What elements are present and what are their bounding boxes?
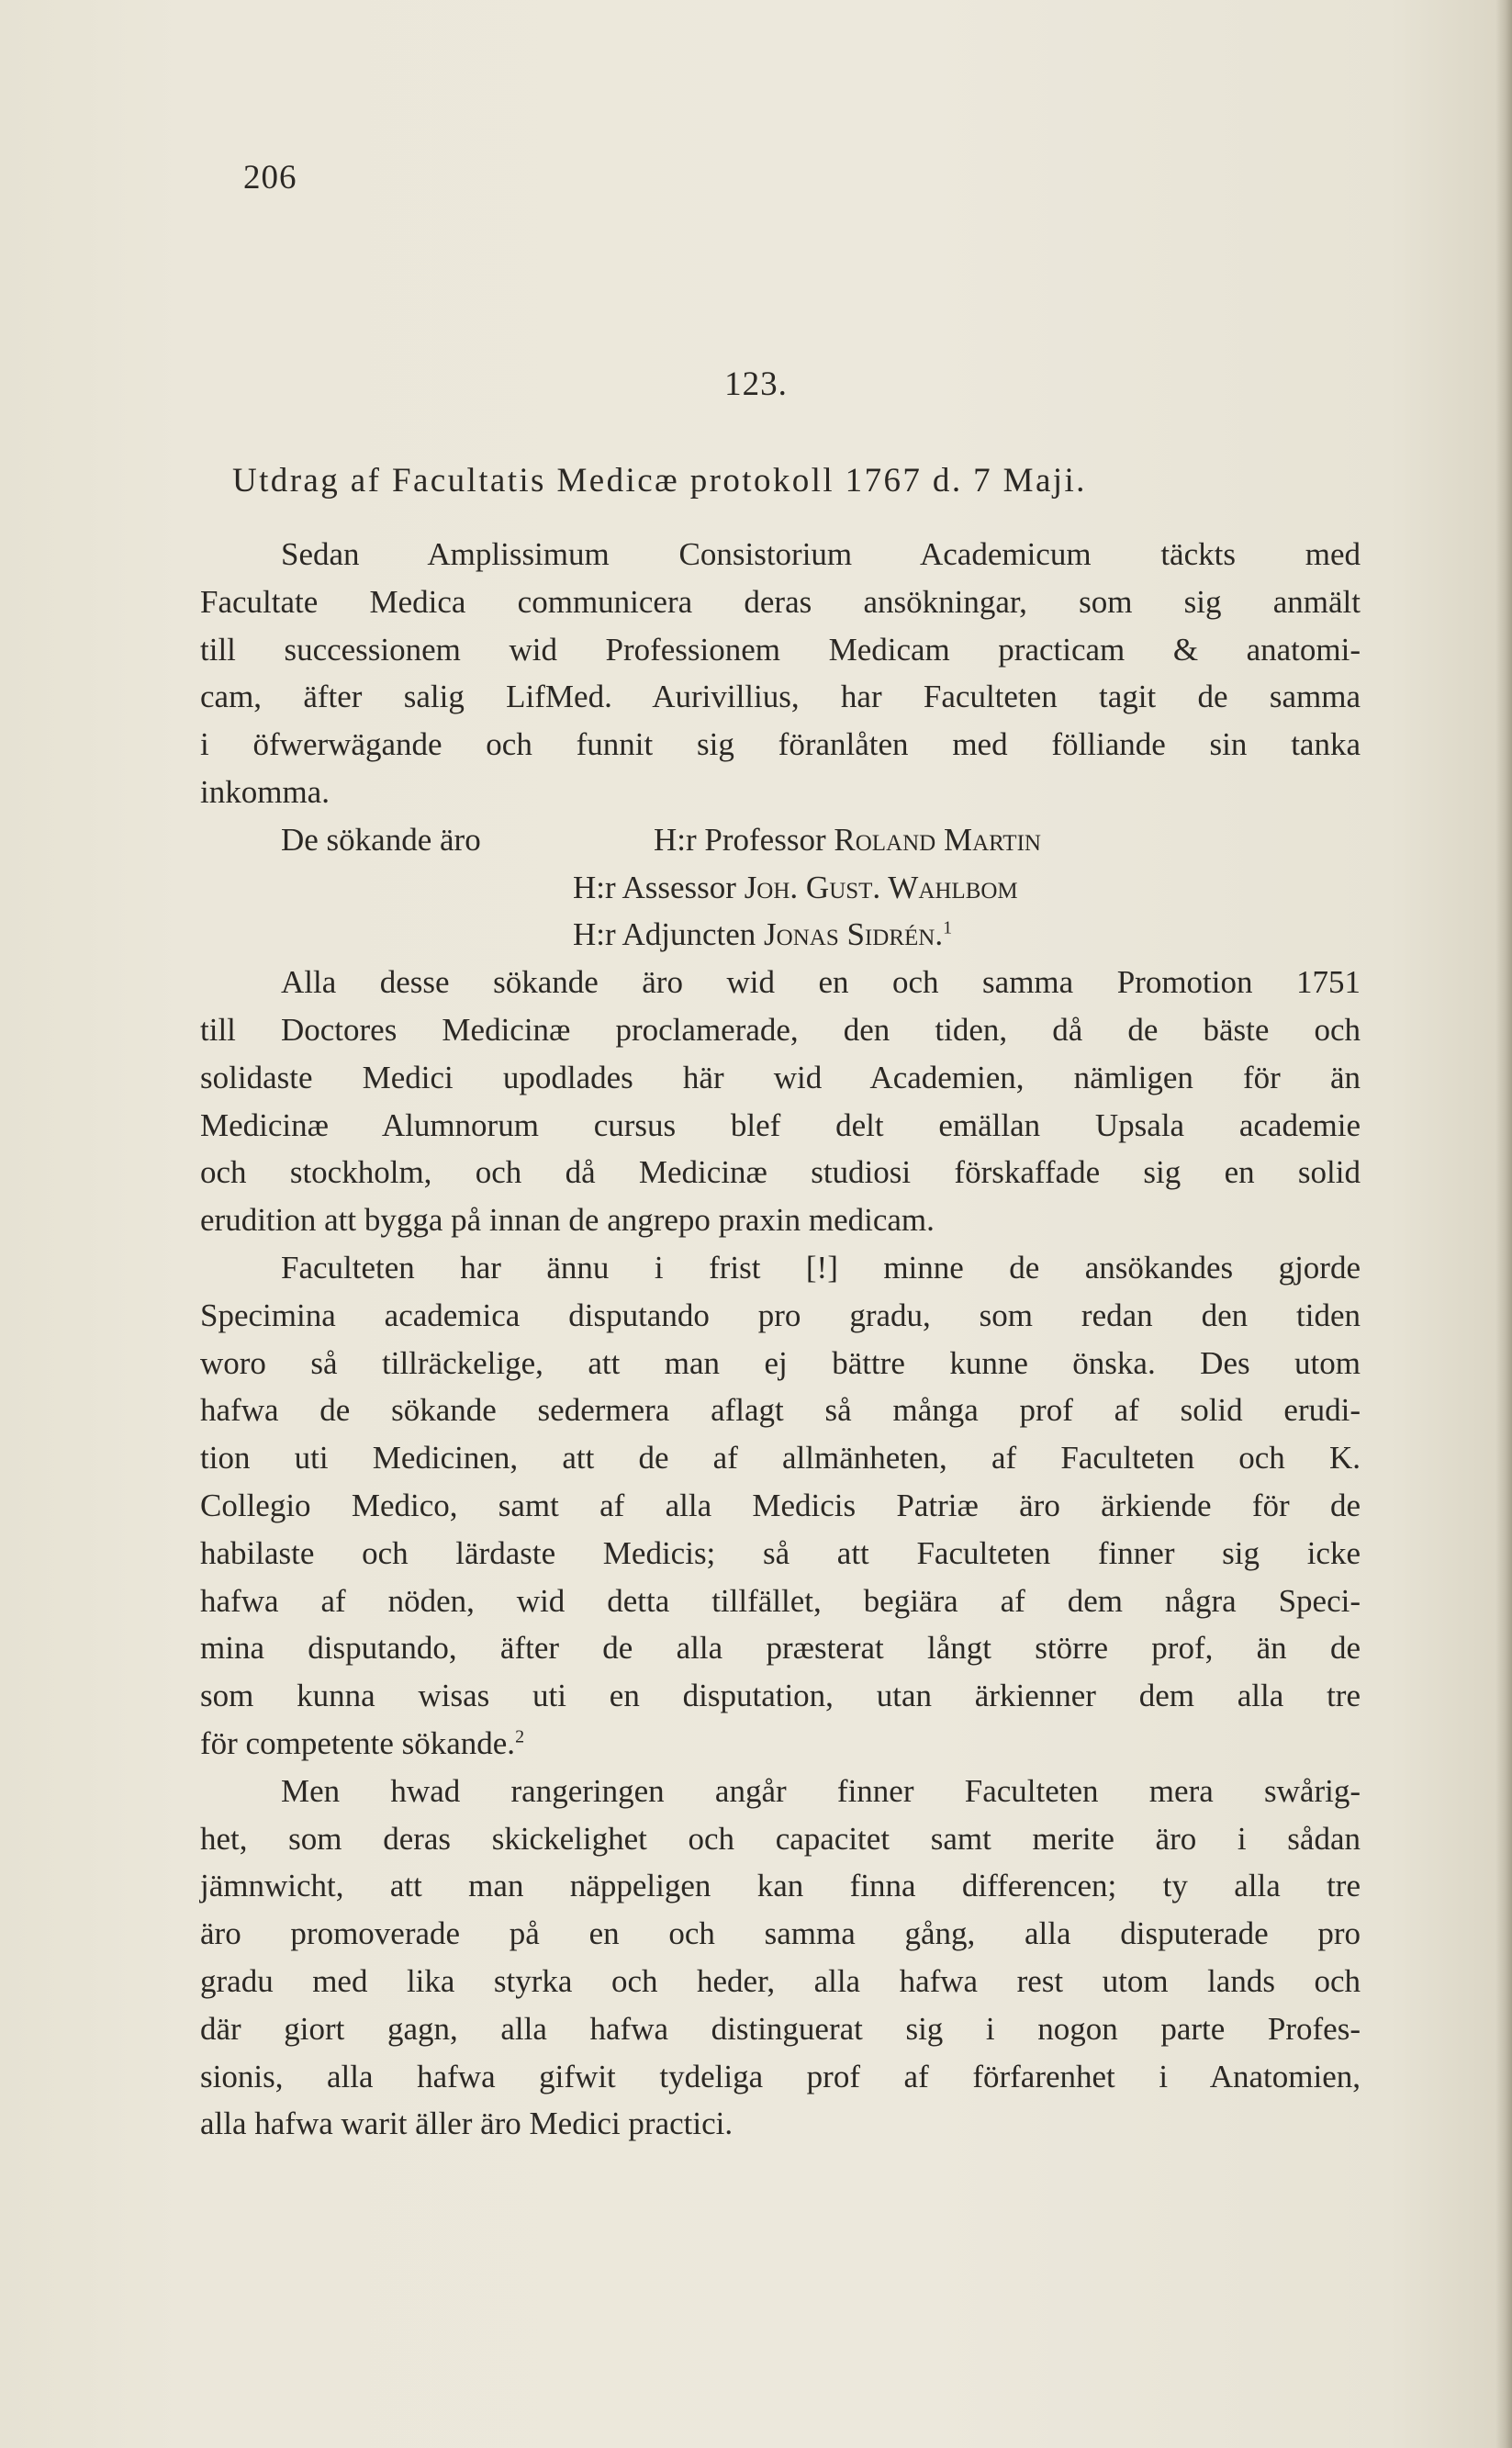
footnote-marker: 2 <box>515 1726 525 1747</box>
applicant-name: Jonas Sidrén. <box>764 916 944 953</box>
text-line: hafwa de sökande sedermera aflagt så många prof af solid erudi- <box>200 1392 1361 1429</box>
applicant-prefix: H:r Professor <box>654 821 826 858</box>
text-line: i öfwerwägande och funnit sig föranlåten med fölliande sin tanka <box>200 726 1361 763</box>
text-line: habilaste och lärdaste Medicis; så att Faculteten finner sig icke <box>200 1534 1361 1571</box>
text-line: Medicinæ Alumnorum cursus blef delt emällan Upsala academie <box>200 1106 1361 1143</box>
text-line: Specimina academica disputando pro gradu, som redan den tiden <box>200 1297 1361 1333</box>
text-line: het, som deras skickelighet och capacitet samt merite äro i sådan <box>200 1820 1361 1857</box>
text-line: Sedan Amplissimum Consistorium Academicum täckts med <box>281 536 1361 572</box>
text-line-content: för competente sökande. <box>200 1724 516 1761</box>
text-line: jämnwicht, att man näppeligen kan finna differencen; ty alla tre <box>200 1868 1361 1904</box>
text-line: till Doctores Medicinæ proclamerade, den tiden, då de bäste och <box>200 1011 1361 1048</box>
page-number: 206 <box>243 159 297 197</box>
text-line <box>200 1720 1361 1768</box>
text-line: mina disputando, äfter de alla præsterat långt större prof, än de <box>200 1630 1361 1667</box>
text-line: äro promoverade på en och samma gång, alla disputerade pro <box>200 1915 1361 1952</box>
applicant-name: Joh. Gust. Wahlbom <box>744 869 1018 905</box>
body-text <box>200 531 1361 2148</box>
text-line: Collegio Medico, samt af alla Medicis Patriæ äro ärkiende för de <box>200 1487 1361 1523</box>
text-line: som kunna wisas uti en disputation, utan ärkienner dem alla tre <box>200 1678 1361 1714</box>
text-line: Facultate Medica communicera deras ansökningar, som sig anmält <box>200 583 1361 620</box>
document-heading: Utdrag af Facultatis Medicæ protokoll 1767 d. 7 Maji. <box>232 462 1087 500</box>
applicant-name: Roland Martin <box>834 821 1041 858</box>
applicants-label: De sökande äro <box>281 821 481 858</box>
document-number: 123. <box>724 365 788 403</box>
applicant-prefix: H:r Assessor <box>573 869 736 905</box>
text-line: och stockholm, och då Medicinæ studiosi förskaffade sig en solid <box>200 1154 1361 1191</box>
text-line: Faculteten har ännu i frist [!] minne de ansökandes gjorde <box>281 1249 1361 1286</box>
text-line: till successionem wid Professionem Medicam practicam & anatomi- <box>200 631 1361 668</box>
text-line: erudition att bygga på innan de angrepo praxin medicam. <box>200 1202 935 1239</box>
text-line: cam, äfter salig LifMed. Aurivillius, har Faculteten tagit de samma <box>200 679 1361 715</box>
text-line: där giort gagn, alla hafwa distinguerat sig i nogon parte Profes- <box>200 2010 1361 2047</box>
text-line: tion uti Medicinen, att de af allmänheten, af Faculteten och K. <box>200 1440 1361 1477</box>
text-line: Men hwad rangeringen angår finner Faculteten mera swårig- <box>281 1772 1361 1809</box>
text-line: Alla desse sökande äro wid en och samma Promotion 1751 <box>281 964 1361 1001</box>
text-line: alla hafwa warit äller äro Medici practici. <box>200 2106 734 2142</box>
footnote-marker: 1 <box>943 917 953 938</box>
applicant-prefix: H:r Adjuncten <box>573 916 756 953</box>
text-line: woro så tillräckelige, att man ej bättre kunne önska. Des utom <box>200 1344 1361 1381</box>
applicant-row <box>200 816 1361 864</box>
text-line: hafwa af nöden, wid detta tillfället, begiära af dem några Speci- <box>200 1582 1361 1619</box>
text-line: inkomma. <box>200 773 330 810</box>
text-line: gradu med lika styrka och heder, alla hafwa rest utom lands och <box>200 1962 1361 1999</box>
applicant-row <box>200 864 1361 912</box>
text-line: sionis, alla hafwa gifwit tydeliga prof af förfarenhet i Anatomien, <box>200 2058 1361 2094</box>
applicant-row <box>200 911 1361 959</box>
text-line: solidaste Medici upodlades här wid Academien, nämligen för än <box>200 1059 1361 1095</box>
